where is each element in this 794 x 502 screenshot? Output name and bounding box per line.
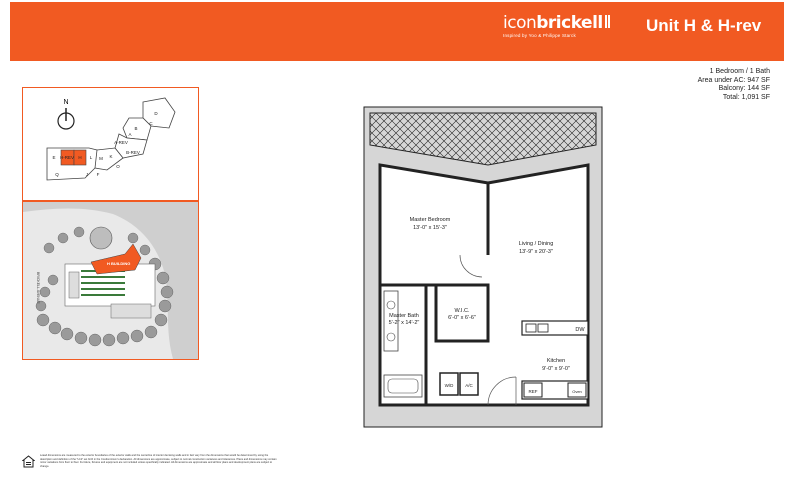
unit-a-rev-label: A-REV [114,140,128,145]
site-circle-feature [90,227,112,249]
master-bedroom-dim: 13'-0" x 15'-3" [413,225,447,231]
master-bath-dim: 5'-2" x 14'-2" [388,320,420,326]
unit-f-label: F [96,172,100,177]
unit-d-label: D [154,111,158,116]
brand-logo [503,13,633,38]
legal-disclaimer: Loasd dimensions are measured to the exterior boundaries of the exterior walls and the centerline of interior demising walls and in fact vary from the dimensions that would be determined by using the description and definition of the "Unit" set forth in the Condominium's declaration. All dimensions are approximate, subject to normal construction variances and tolerances. Plans and dimensions may contain minor variations from floor to floor. Furniture, fixtures and equipment are not included unless specifically indicated. All dimensions are approximate and all floor plans and development plans are subject to change. [40,454,277,468]
floor-plan [360,105,614,430]
living-dim: 13'-9" x 20'-3" [519,249,553,255]
site-plan-drawing [23,202,198,359]
ac-label: A/C [465,383,473,388]
oven-label: Oven [572,389,582,394]
unit-bedrooms: 1 Bedroom / 1 Bath [709,68,770,75]
brand-name-bold: brickell [536,13,603,33]
living-label: Living / Dining [518,241,554,247]
wic-dim: 6'-0" x 6'-6" [448,315,476,321]
unit-q-label: Q [55,172,59,177]
unit-total: Total: 1,091 SF [722,93,770,101]
master-bath-label: Master Bath [389,313,419,319]
brand-name [503,13,633,33]
wd-label: W/D [444,383,454,388]
unit-c-label: C [149,121,153,126]
unit-b-label: B [134,126,138,131]
brand-tagline: Inspired by Yoo & Philippe Starck [503,33,576,38]
unit-l-label: L [89,155,93,160]
unit-info [698,68,770,102]
header-banner [10,2,784,61]
key-plan [22,87,199,201]
ref-label: REF [528,389,538,394]
equal-housing-icon [22,455,35,468]
unit-a-label: A [128,132,132,137]
street-label: BRICKELL AVENUE [36,272,40,304]
unit-h-rev-label: H-REV [59,155,75,160]
unit-h-label: H [78,155,82,160]
kitchen-dim: 9'-0" x 9'-0" [542,366,570,372]
wic-label: W.I.C. [454,308,470,314]
unit-area-ac: Area under AC: 947 SF [697,76,770,84]
north-label: N [63,99,69,106]
unit-o-label: O [116,164,120,169]
site-plan [22,201,199,360]
h-building-label: H BUILDING [107,261,131,266]
unit-b-rev-label: B-REV [126,150,140,155]
brand-bars-icon [605,13,611,33]
unit-m-label: M [99,156,103,161]
master-bedroom-label: Master Bedroom [409,217,451,223]
floor-plan-drawing [360,105,614,430]
unit-balcony: Balcony: 144 SF [718,85,770,93]
unit-title: Unit H & H-rev [646,16,762,35]
dw-label: DW [575,327,585,333]
kitchen-label: Kitchen [546,358,566,364]
key-plan-drawing [23,88,198,200]
brand-name-light: icon [503,13,537,33]
unit-k-label: K [109,154,113,159]
unit-j-label: J [85,172,89,177]
unit-e-label: E [52,155,56,160]
